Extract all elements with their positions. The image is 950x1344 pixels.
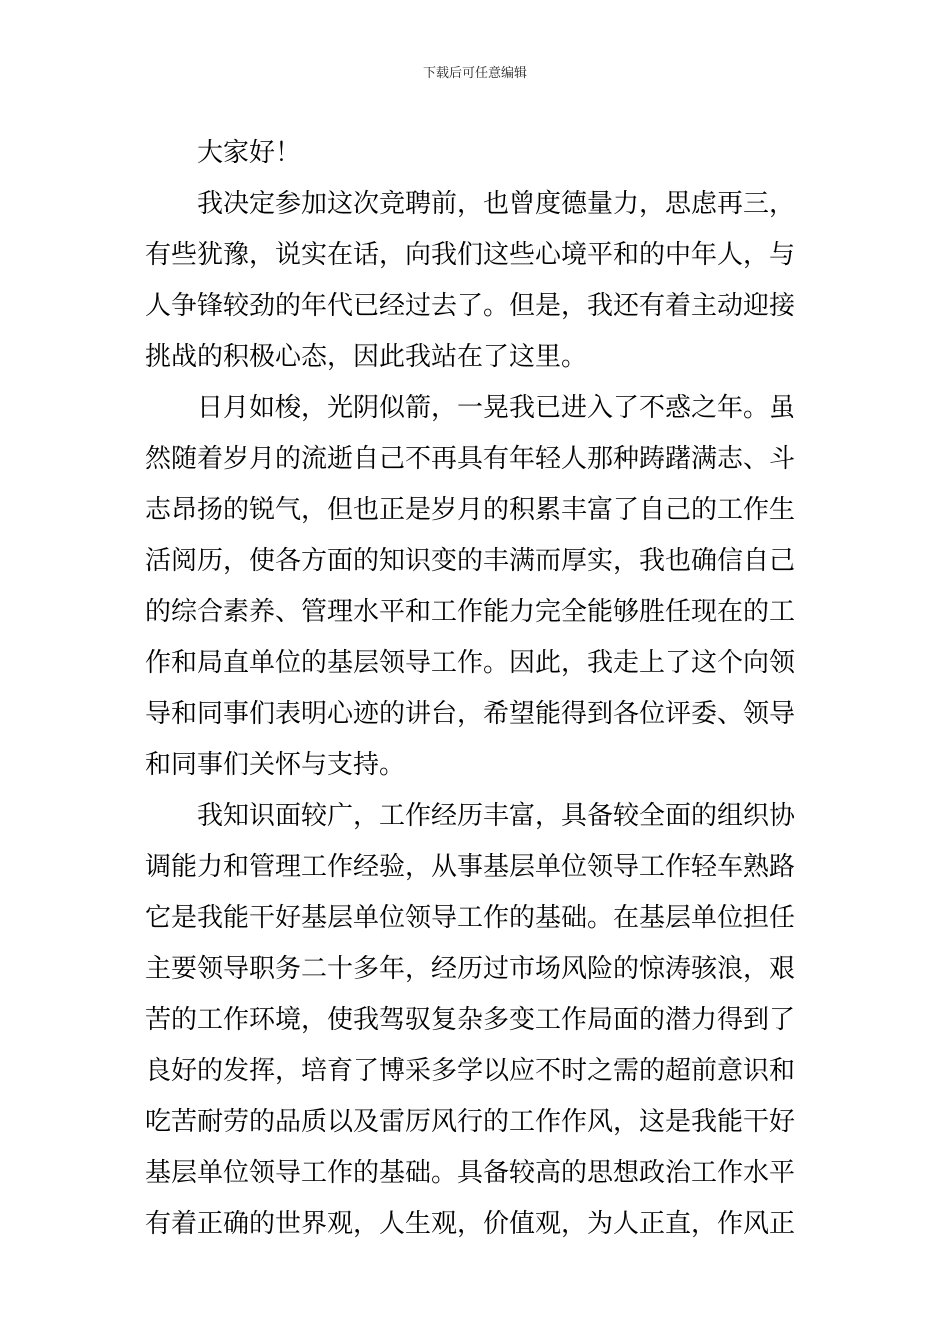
paragraph-2-line-7: 导和同事们表明心迹的讲台，希望能得到各位评委、领导 [145,699,796,729]
paragraph-1-line-2: 有些犹豫，说实在话，向我们这些心境平和的中年人，与 [145,240,796,270]
paragraph-2-line-6: 作和局直单位的基层领导工作。因此，我走上了这个向领 [145,648,796,678]
paragraph-3-line-4: 主要领导职务二十多年，经历过市场风险的惊涛骇浪，艰 [145,954,796,984]
paragraph-1-line-4: 挑战的积极心态，因此我站在了这里。 [145,342,588,372]
paragraph-2-line-4: 活阅历，使各方面的知识变的丰满而厚实，我也确信自己 [145,546,796,576]
paragraph-2-line-3: 志昂扬的锐气，但也正是岁月的积累丰富了自己的工作生 [145,495,796,525]
paragraph-3-line-1: 我知识面较广，工作经历丰富，具备较全面的组织协 [197,801,796,831]
paragraph-3-line-2: 调能力和管理工作经验，从事基层单位领导工作轻车熟路 [145,852,796,882]
document-body [145,128,807,1250]
paragraph-1-line-3: 人争锋较劲的年代已经过去了。但是，我还有着主动迎接 [145,291,796,321]
paragraph-3-line-3: 它是我能干好基层单位领导工作的基础。在基层单位担任 [145,903,796,933]
paragraph-2-line-1: 日月如梭，光阴似箭，一晃我已进入了不惑之年。虽 [197,393,796,423]
page-header: 下载后可任意编辑 [422,66,527,81]
paragraph-2-line-8: 和同事们关怀与支持。 [145,750,406,780]
paragraph-2-line-5: 的综合素养、管理水平和工作能力完全能够胜任现在的工 [145,597,796,627]
paragraph-3-line-9: 有着正确的世界观，人生观，价值观，为人正直，作风正 [145,1209,796,1239]
paragraph-2-line-2: 然随着岁月的流逝自己不再具有年轻人那种踌躇满志、斗 [145,444,796,474]
paragraph-3-line-8: 基层单位领导工作的基础。具备较高的思想政治工作水平 [145,1158,796,1188]
paragraph-3-line-6: 良好的发挥，培育了博采多学以应不时之需的超前意识和 [145,1056,796,1086]
paragraph-1-line-1: 我决定参加这次竞聘前，也曾度德量力，思虑再三， [197,189,796,219]
paragraph-3-line-5: 苦的工作环境，使我驾驭复杂多变工作局面的潜力得到了 [145,1005,796,1035]
paragraph-3-line-7: 吃苦耐劳的品质以及雷厉风行的工作作风，这是我能干好 [145,1107,796,1137]
greeting-line: 大家好！ [197,138,302,168]
